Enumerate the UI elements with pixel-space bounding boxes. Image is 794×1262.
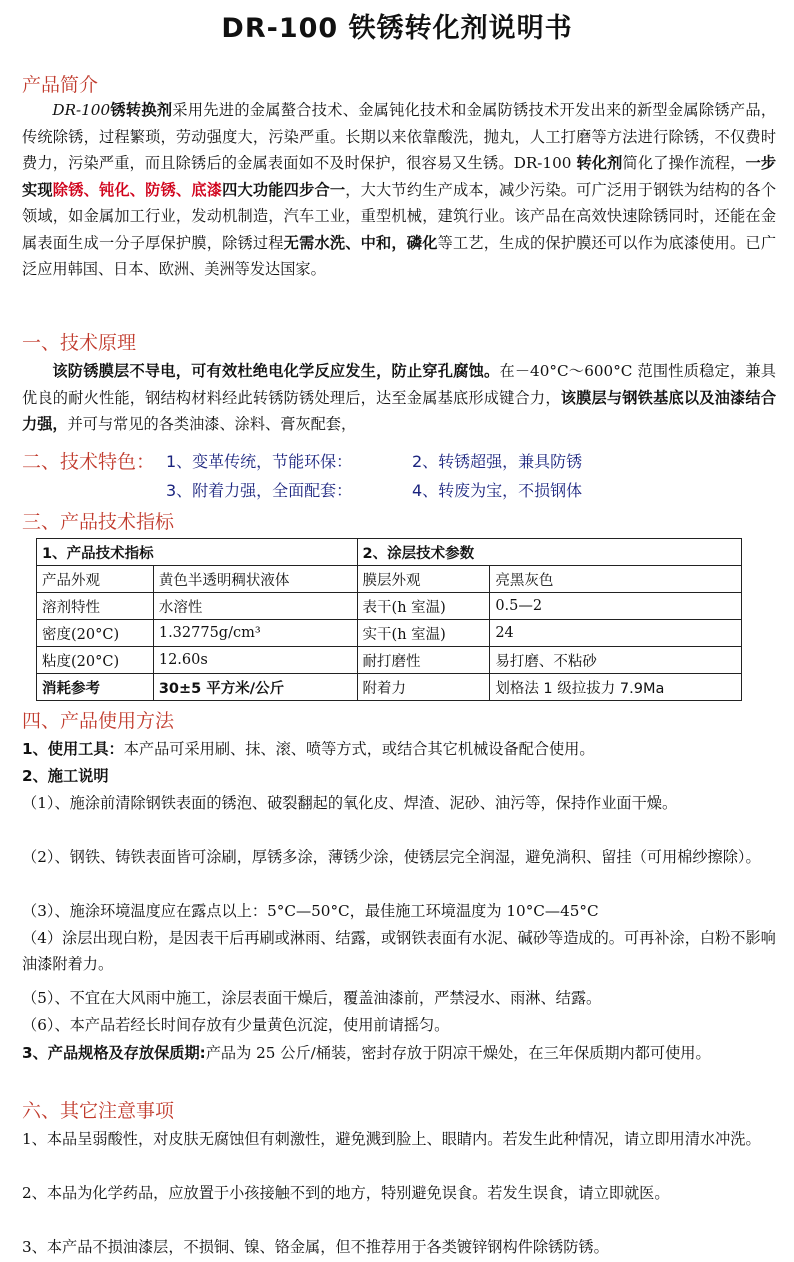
table-cell: 耐打磨性: [357, 647, 490, 674]
feature-item: 4、转废为宝，不损钢体: [412, 481, 583, 500]
feature-item: 1、变革传统，节能环保：: [166, 452, 353, 471]
section-heading-principle: 一、技术原理: [22, 332, 137, 354]
table-cell: 附着力: [357, 674, 490, 701]
table-cell: 溶剂特性: [37, 593, 154, 620]
table-cell: 消耗参考: [37, 674, 154, 701]
principle-text-1: 在－40°C～600°C 范围性质稳定，兼具优良的耐火性能，钢结构材料经此转锈防锈处理后，达至金属基底形成键合力，: [22, 362, 776, 407]
section-heading-specs: 三、产品技术指标: [22, 511, 175, 533]
intro-four-in-one: 四大功能四步合一: [222, 180, 346, 199]
table-cell: 24: [490, 620, 742, 647]
table-cell: 12.60s: [153, 647, 357, 674]
feature-item: 2、转锈超强，兼具防锈: [412, 452, 583, 471]
table-cell: 易打磨、不粘砂: [490, 647, 742, 674]
usage-step: （1）、施涂前清除钢铁表面的锈泡、破裂翻起的氧化皮、焊渣、泥砂、油污等，保持作业面干燥。: [22, 794, 678, 812]
table-cell: 膜层外观: [357, 566, 490, 593]
table-cell: 0.5—2: [490, 593, 742, 620]
principle-text-2: 并可与常见的各类油漆、涂料、膏灰配套，: [67, 415, 357, 433]
table-cell: 密度(20°C): [37, 620, 154, 647]
intro-text-1: 采用先进的金属螯合技术、金属钝化技术和金属防锈技术开发出来的新型金属除锈产品，传统除锈，过程繁琐，劳动强度大，污染严重。长期以来依靠酸洗，抛丸，人工打磨等方法进行除锈，不仅费时费力，污染严重，而且除锈后的金属表面如不及时保护，很容易又生锈。DR-100: [22, 101, 777, 172]
usage-storage-text: 产品为 25 公斤/桶装，密封存放于阴凉干燥处，在三年保质期内都可使用。: [205, 1044, 711, 1062]
principle-paragraph: [22, 358, 776, 438]
table-cell: 水溶性: [153, 593, 357, 620]
intro-text-3: ，大大节约生产成本，减少污染。可广泛用于钢铁为结构的各个领域，如金属加工行业，发动机制造，汽车工业，重型机械，建筑行业。该产品在高效快速除锈同时，还能在金属表面生成一分子厚保护膜，除锈过程: [22, 180, 777, 252]
section-heading-features: 二、技术特色：: [22, 451, 156, 473]
table-cell: 划格法 1 级拉拔力 7.9Ma: [490, 674, 742, 701]
table-cell: 黄色半透明稠状液体: [153, 566, 357, 593]
usage-step: （2）、钢铁、铸铁表面皆可涂刷，厚锈多涂，薄锈少涂，使锈层完全润湿，避免淌积、留挂（可用棉纱擦除）。: [22, 848, 761, 866]
principle-bold-2: 该膜层与钢铁基底以及油漆结合力强，: [22, 388, 777, 433]
usage-tools: [22, 736, 782, 762]
intro-product-code: DR-100: [52, 101, 111, 119]
intro-converter: 转化剂: [576, 154, 623, 172]
section-heading-notes: 六、其它注意事项: [22, 1100, 175, 1122]
spec-col2-title: 2、涂层技术参数: [357, 539, 741, 566]
table-cell: 30±5 平方米/公斤: [153, 674, 357, 701]
intro-product-name: 锈转换剂: [110, 101, 173, 119]
table-cell: 1.32775g/cm³: [153, 620, 357, 647]
section-heading-intro: 产品简介: [22, 74, 99, 96]
table-row: [37, 674, 742, 701]
intro-text-2: 简化了操作流程，: [622, 154, 746, 172]
usage-tools-text: 本产品可采用刷、抹、滚、喷等方式，或结合其它机械设备配合使用。: [123, 740, 595, 758]
note-item: 1、本品呈弱酸性，对皮肤无腐蚀但有刺激性，避免溅到脸上、眼睛内。若发生此种情况，请立即用清水冲洗。: [22, 1130, 761, 1148]
note-item: 2、本品为化学药品，应放置于小孩接触不到的地方，特别避免误食。若发生误食，请立即就医。: [22, 1184, 670, 1202]
table-cell: 实干(h 室温): [357, 620, 490, 647]
usage-storage-label: 3、产品规格及存放保质期:: [22, 1044, 206, 1062]
spec-table: [36, 538, 742, 701]
table-row: [37, 647, 742, 674]
intro-paragraph: [22, 97, 776, 283]
document-title: DR-100 铁锈转化剂说明书: [221, 13, 573, 44]
intro-no-wash: 无需水洗、中和，磷化: [283, 233, 438, 252]
section-heading-usage: 四、产品使用方法: [22, 710, 175, 732]
usage-storage: [22, 1040, 782, 1066]
usage-construct-label: 2、施工说明: [22, 767, 109, 785]
table-cell: 表干(h 室温): [357, 593, 490, 620]
intro-four-functions: 除锈、钝化、防锈、底漆: [52, 180, 223, 199]
usage-tools-label: 1、使用工具：: [22, 740, 124, 758]
table-row: [37, 593, 742, 620]
table-cell: 亮黑灰色: [490, 566, 742, 593]
intro-one-step: 一步实现: [22, 154, 777, 199]
table-row: [37, 566, 742, 593]
intro-text-4: 等工艺，生成的保护膜还可以作为底漆使用。已广泛应用韩国、日本、欧洲、美洲等发达国家。: [22, 233, 777, 278]
spec-table-header: [37, 539, 742, 566]
note-item: 3、本产品不损油漆层，不损铜、镍、铬金属，但不推荐用于各类镀锌钢构件除锈防锈。: [22, 1238, 609, 1256]
usage-step: （4）涂层出现白粉，是因表干后再刷或淋雨、结露，或钢铁表面有水泥、碱砂等造成的。可再补涂，白粉不影响油漆附着力。: [22, 929, 776, 973]
usage-step: （3）、施涂环境温度应在露点以上：5°C—50°C，最佳施工环境温度为 10°C—45°C: [22, 902, 599, 920]
table-cell: 粘度(20°C): [37, 647, 154, 674]
table-cell: 产品外观: [37, 566, 154, 593]
usage-step: （6）、本产品若经长时间存放有少量黄色沉淀，使用前请摇匀。: [22, 1016, 450, 1034]
feature-item: 3、附着力强，全面配套：: [166, 481, 353, 500]
spec-col1-title: 1、产品技术指标: [37, 539, 358, 566]
principle-bold-1: 该防锈膜层不导电，可有效杜绝电化学反应发生，防止穿孔腐蚀。: [52, 362, 500, 380]
usage-step: （5）、不宜在大风雨中施工，涂层表面干燥后，覆盖油漆前，严禁浸水、雨淋、结露。: [22, 989, 602, 1007]
table-row: [37, 620, 742, 647]
